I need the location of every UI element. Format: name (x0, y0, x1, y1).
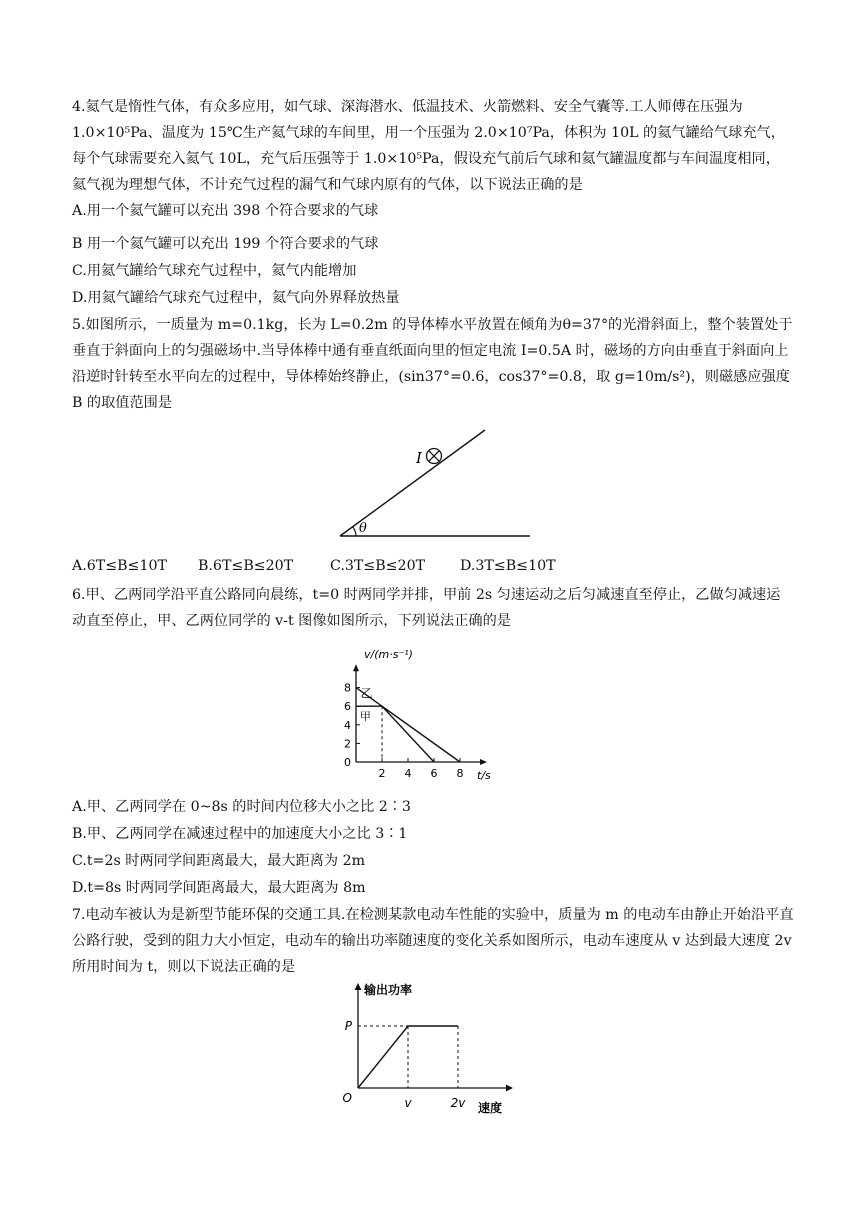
angle-arc (353, 527, 356, 536)
p-tick-label: P (344, 1019, 352, 1033)
y-tick-label: 4 (344, 718, 351, 732)
q4-option-d: D.用氦气罐给气球充气过程中，氦气向外界释放热量 (72, 290, 400, 306)
angle-label: θ (359, 521, 367, 536)
q5-option-c: C.3T≤B≤20T (330, 558, 426, 574)
origin-label: O (342, 1091, 352, 1105)
current-label: I (416, 449, 422, 467)
q4-stem: 4.氦气是惰性气体，有众多应用，如气球、深海潜水、低温技术、火箭燃料、安全气囊等.工人师傅在压强为1.0×10⁵Pa、温度为 15℃生产氦气球的车间里，用一个压强为 2.0×10⁷Pa，体积为 10L 的氦气罐给气球充气，每个气球需要充入氦气 10L，充气后压强等于 1.0×10⁵Pa，假设充气前后气球和氦气罐温度都与车间温度相同，氦气视为理想气体，不计充气过程的漏气和气球内原有的气体，以下说法正确的是 (72, 99, 785, 193)
q6-option-c: C.t=2s 时两同学间距离最大，最大距离为 2m (72, 853, 366, 869)
q4-option-b: B 用一个氦气罐可以充出 199 个符合要求的气球 (72, 236, 379, 252)
y-tick-label: 6 (344, 700, 351, 714)
incline-figure (330, 424, 540, 542)
y-tick-label: 8 (344, 681, 351, 695)
x-tick-label: v (404, 1096, 412, 1110)
q5-stem: 5.如图所示，一质量为 m=0.1kg，长为 L=0.2m 的导体棒水平放置在倾角为θ=37°的光滑斜面上，整个装置处于垂直于斜面向上的匀强磁场中.当导体棒中通有垂直纸面向里的恒定电流 I=0.5A 时，磁场的方向由垂直于斜面向上沿逆时针转至水平向左的过程中，导体棒始终静止，(sin37°=0.6，cos37°=0.8，取 g=10m/s²)，则磁感应强度 B 的取值范围是 (72, 317, 793, 411)
y-axis-label: v/(m·s⁻¹) (364, 648, 413, 661)
x-axis-label: 速度 (478, 1101, 503, 1114)
x-axis-arrow (506, 1085, 513, 1092)
series-label-yi: 乙 (360, 686, 373, 701)
y-axis-arrow (355, 983, 362, 990)
x-axis-arrow (480, 759, 487, 765)
x-tick-label: 6 (430, 767, 438, 780)
q6-option-a: A.甲、乙两同学在 0~8s 的时间内位移大小之比 2∶3 (72, 799, 411, 815)
series-label-jia: 甲 (359, 710, 371, 724)
q5-option-d: D.3T≤B≤10T (460, 558, 556, 574)
q5-option-b: B.6T≤B≤20T (198, 558, 294, 574)
q5-option-a: A.6T≤B≤10T (72, 558, 167, 574)
q6-option-d: D.t=8s 时两同学间距离最大，最大距离为 8m (72, 880, 366, 896)
y-axis-arrow (353, 664, 359, 671)
q4-option-c: C.用氦气罐给气球充气过程中，氦气内能增加 (72, 263, 357, 279)
x-tick-label: 4 (404, 767, 412, 780)
x-axis-label: t/s (477, 769, 491, 782)
q6-stem: 6.甲、乙两同学沿平直公路同向晨练，t=0 时两同学并排，甲前 2s 匀速运动之后匀减速直至停止，乙做匀减速运动直至停止，甲、乙两位同学的 v-t 图像如图所示，下列说法正确的是 (72, 587, 781, 629)
vt-graph (336, 644, 516, 784)
x-tick-label: 2 (378, 767, 386, 780)
q6-option-b: B.甲、乙两同学在减速过程中的加速度大小之比 3∶1 (72, 826, 408, 842)
x-tick-label: 8 (456, 767, 464, 780)
y-axis-label: 输出功率 (364, 983, 413, 997)
q4-option-a: A.用一个氦气罐可以充出 398 个符合要求的气球 (72, 203, 379, 219)
x-tick-label: 2v (450, 1096, 466, 1110)
q7-stem: 7.电动车被认为是新型节能环保的交通工具.在检测某款电动车性能的实验中，质量为 m 的电动车由静止开始沿平直公路行驶，受到的阻力大小恒定，电动车的输出功率随速度的变化关系如图所示，电动车速度从 v 达到最大速度 2v 所用时间为 t，则以下说法正确的是 (72, 907, 794, 975)
y-tick-label: 2 (344, 737, 351, 751)
power-speed-graph (338, 982, 518, 1114)
y-tick-label: 0 (344, 756, 351, 769)
